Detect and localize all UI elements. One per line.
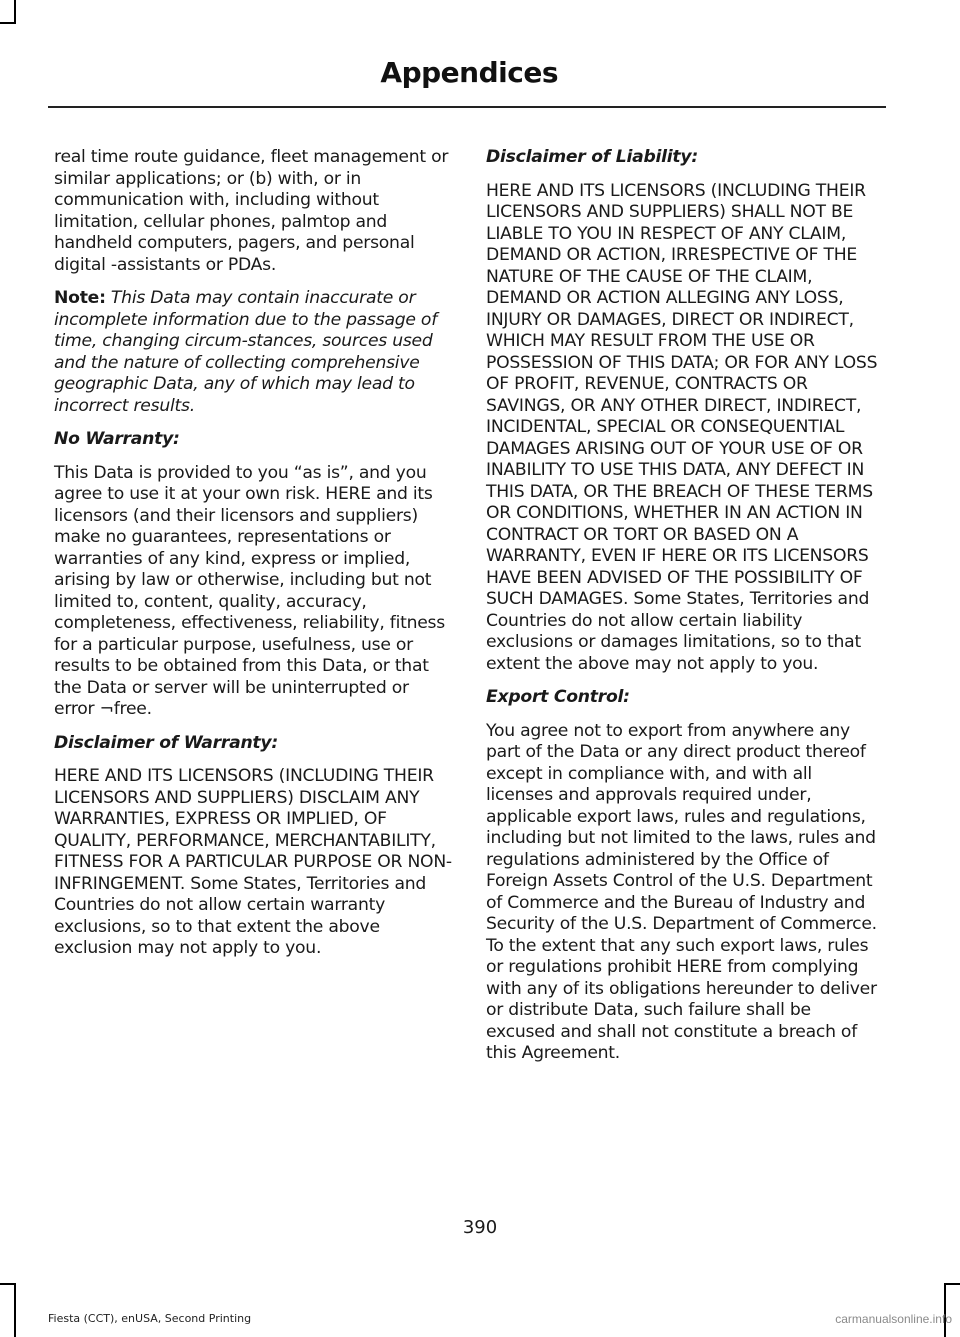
header-divider — [48, 106, 886, 108]
heading-no-warranty: No Warranty: — [54, 429, 180, 449]
heading-disclaimer-of-warranty: Disclaimer of Warranty: — [54, 732, 278, 753]
watermark: carmanualsonline.info — [835, 1312, 952, 1326]
paragraph-no-warranty: This Data is provided to you “as is”, and you agree to use it at your own risk. HERE and its licensors (and their licensors and suppliers) make no guarantees, representations or warranties of any kind, express or implied, arising by law or otherwise, including but not limited to, content, quality, accuracy, completeness, effectiveness, reliability, fitness for a particular purpose, usefulness, use or results to be obtained from this Data, or that the Data or server will be uninterrupted or error ¬free. — [54, 462, 445, 719]
crop-mark-top-left-h — [0, 22, 16, 24]
page-title: Appendices — [380, 56, 558, 89]
note-paragraph — [54, 288, 452, 417]
paragraph-export-control: You agree not to export from anywhere any part of the Data or any direct product thereof except in compliance with, and with all licenses and approvals required under, applicable export laws, rules and regulations, including but not limited to the laws, rules and regulations administered by the Office of Foreign Assets Control of the U.S. Department of Commerce and the Bureau of Industry and Security of the U.S. Department of Commerce. To the extent that any such export laws, rules or regulations prohibit HERE from complying with any of its obligations hereunder to deliver or distribute Data, such failure shall be excused and shall not constitute a breach of this Agreement. — [486, 720, 877, 1063]
page-number: 390 — [462, 1217, 498, 1238]
paragraph-disclaimer-of-warranty: HERE AND ITS LICENSORS (INCLUDING THEIR LICENSORS AND SUPPLIERS) DISCLAIM ANY WARRANTIES, EXPRESS OR IMPLIED, OF QUALITY, PERFORMANCE, MERCHANTABILITY, FITNESS FOR A PARTICULAR PURPOSE OR NON-INFRINGEMENT. Some States, Territories and Countries do not allow certain warranty exclusions, so to that extent the above exclusion may not apply to you. — [54, 766, 452, 958]
paragraph-intro: real time route guidance, fleet management or similar applications; or (b) with, or in communication with, including without limitation, cellular phones, palmtop and handheld computers, pagers, and personal digital -assistants or PDAs. — [54, 147, 449, 275]
note-text: This Data may contain inaccurate or incomplete information due to the passage of time, changing circum-stances, sources used and the nature of collecting comprehensive geographic Data, any of which may lead to incorrect results. — [54, 288, 438, 416]
crop-mark-bottom-left-v — [14, 1283, 16, 1337]
left-column — [54, 147, 452, 972]
crop-mark-top-left-v — [14, 0, 16, 24]
heading-export-control: Export Control: — [486, 687, 630, 707]
crop-mark-bottom-right-h — [944, 1283, 960, 1285]
heading-disclaimer-of-liability: Disclaimer of Liability: — [486, 147, 698, 167]
crop-mark-bottom-left-h — [0, 1283, 16, 1285]
note-label: Note: — [54, 288, 106, 308]
paragraph-disclaimer-of-liability: HERE AND ITS LICENSORS (INCLUDING THEIR LICENSORS AND SUPPLIERS) SHALL NOT BE LIABLE TO YOU IN RESPECT OF ANY CLAIM, DEMAND OR ACTION, IRRESPECTIVE OF THE NATURE OF THE CAUSE OF THE CLAIM, DEMAND OR ACTION ALLEGING ANY LOSS, INJURY OR DAMAGES, DIRECT OR INDIRECT, WHICH MAY RESULT FROM THE USE OR POSSESSION OF THIS DATA; OR FOR ANY LOSS OF PROFIT, REVENUE, CONTRACTS OR SAVINGS, OR ANY OTHER DIRECT, INDIRECT, INCIDENTAL, SPECIAL OR CONSEQUENTIAL DAMAGES ARISING OUT OF YOUR USE OF OR INABILITY TO USE THIS DATA, ANY DEFECT IN THIS DATA, OR THE BREACH OF THESE TERMS OR CONDITIONS, WHETHER IN AN ACTION IN CONTRACT OR TORT OR BASED ON A WARRANTY, EVEN IF HERE OR ITS LICENSORS HAVE BEEN ADVISED OF THE POSSIBILITY OF SUCH DAMAGES. Some States, Territories and Countries do not allow certain liability exclusions or damages limitations, so to that extent the above may not apply to you. — [486, 180, 878, 674]
right-column — [486, 147, 882, 1077]
crop-mark-bottom-right-v — [944, 1283, 946, 1337]
edition-footer: Fiesta (CCT), enUSA, Second Printing — [48, 1312, 252, 1325]
